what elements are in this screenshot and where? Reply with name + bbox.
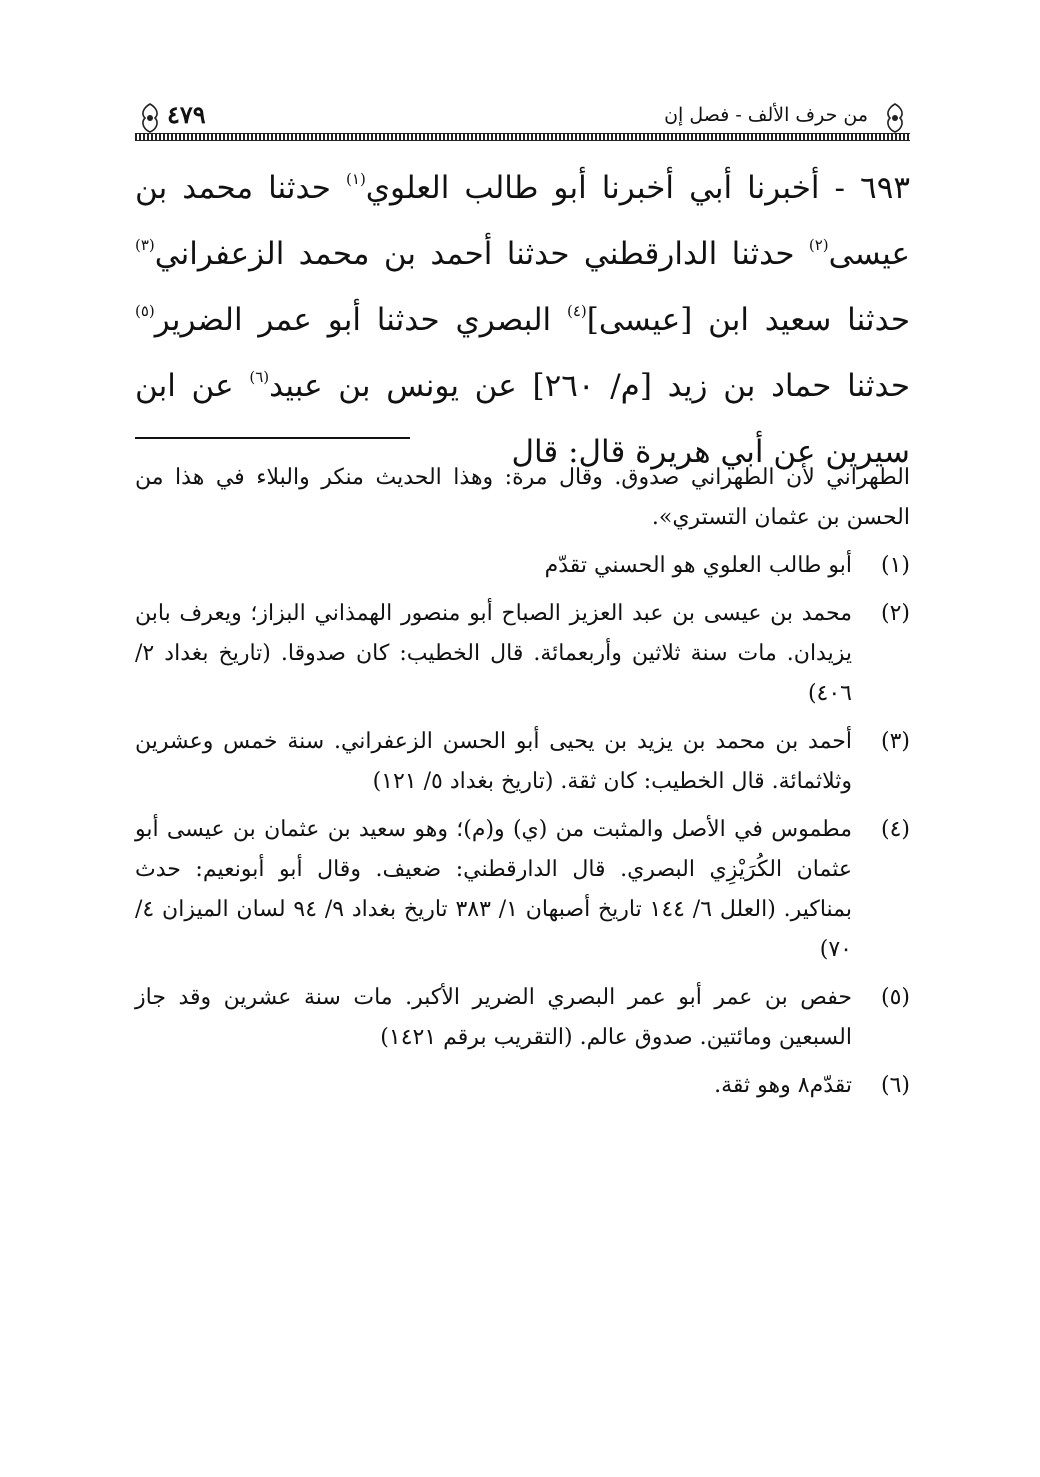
footnote-ref: (١) bbox=[346, 170, 366, 188]
running-title: من حرف الألف - فصل إن bbox=[664, 104, 868, 126]
footnote-item bbox=[135, 978, 910, 1058]
footnote-text: مطموس في الأصل والمثبت من (ي) و(م)؛ وهو سعيد بن عثمان بن عيسى أبو عثمان الكُرَيْزِي البصري. قال الدارقطني: ضعيف. وقال أبو أبونعيم: حدث بمناكير. (العلل ٦/ ١٤٤ تاريخ أصبهان ١/ ٣٨٣ تاريخ بغداد ٩/ ٩٤ لسان الميزان ٤/ ٧٠) bbox=[135, 817, 853, 962]
footnote-text: أحمد بن محمد بن يزيد بن يحيى أبو الحسن الزعفراني. سنة خمس وعشرين وثلاثمائة. قال الخطيب: كان ثقة. (تاريخ بغداد ٥/ ١٢١) bbox=[135, 729, 852, 794]
page-header bbox=[135, 98, 910, 144]
hadith-text bbox=[135, 155, 910, 485]
hadith-segment: ٦٩٣ - أخبرنا أبي أخبرنا أبو طالب العلوي bbox=[365, 170, 910, 206]
footnote-separator bbox=[135, 437, 410, 439]
footnote-number: (٦) bbox=[880, 1073, 910, 1098]
footnote-ref: (٣) bbox=[135, 236, 155, 254]
footnote-text: حفص بن عمر أبو عمر البصري الضرير الأكبر. مات سنة عشرين وقد جاز السبعين ومائتين. صدوق عالم. (التقريب برقم ١٤٢١) bbox=[135, 985, 852, 1050]
footnote-text: تقدّم٨ وهو ثقة. bbox=[714, 1073, 852, 1098]
hadith-segment: البصري حدثنا أبو عمر الضرير bbox=[154, 302, 567, 338]
hadith-segment: حدثنا حماد بن زيد [م/ ٢٦٠] عن يونس بن عبيد bbox=[269, 368, 910, 404]
footnote-item bbox=[135, 722, 910, 802]
footnote-number: (١) bbox=[880, 553, 910, 578]
footnote-ref: (٥) bbox=[135, 302, 155, 320]
footnote-item bbox=[135, 546, 910, 586]
header-rule bbox=[135, 133, 910, 141]
hadith-segment: عن ابن سيرين عن أبي هريرة قال: قال bbox=[135, 368, 910, 470]
footnote-ref: (٢) bbox=[808, 236, 829, 254]
footnote-continuation: الطهراني لأن الطهراني صدوق. وقال مرة: وهذا الحديث منكر والبلاء في هذا من الحسن بن عثمان التستري». bbox=[135, 465, 910, 530]
page-number: ٤٧٩ bbox=[167, 100, 206, 129]
footnote-item bbox=[135, 810, 910, 970]
hadith-segment: حدثنا سعيد ابن [عيسى] bbox=[586, 302, 910, 338]
footnote-item bbox=[135, 1066, 910, 1106]
footnote-text: محمد بن عيسى بن عبد العزيز الصباح أبو منصور الهمذاني البزاز؛ ويعرف بابن يزيدان. مات سنة ثلاثين وأربعمائة. قال الخطيب: كان صدوقا. (تاريخ بغداد ٢/ ٤٠٦) bbox=[135, 601, 852, 706]
footnote-ref: (٤) bbox=[566, 302, 587, 320]
ornament-icon bbox=[135, 102, 165, 134]
footnote-number: (٣) bbox=[880, 729, 910, 754]
footnotes bbox=[135, 458, 910, 1114]
footnote-item bbox=[135, 594, 910, 714]
footnote-ref: (٦) bbox=[249, 368, 270, 386]
footnote-text: أبو طالب العلوي هو الحسني تقدّم bbox=[544, 553, 852, 578]
footnote-number: (٤) bbox=[880, 817, 910, 842]
footnote-number: (٥) bbox=[880, 985, 910, 1010]
hadith-segment: حدثنا محمد بن عيسى bbox=[135, 170, 910, 272]
hadith-segment: حدثنا الدارقطني حدثنا أحمد بن محمد الزعفراني bbox=[154, 236, 809, 272]
ornament-icon bbox=[880, 102, 910, 134]
footnote-number: (٢) bbox=[880, 601, 910, 626]
